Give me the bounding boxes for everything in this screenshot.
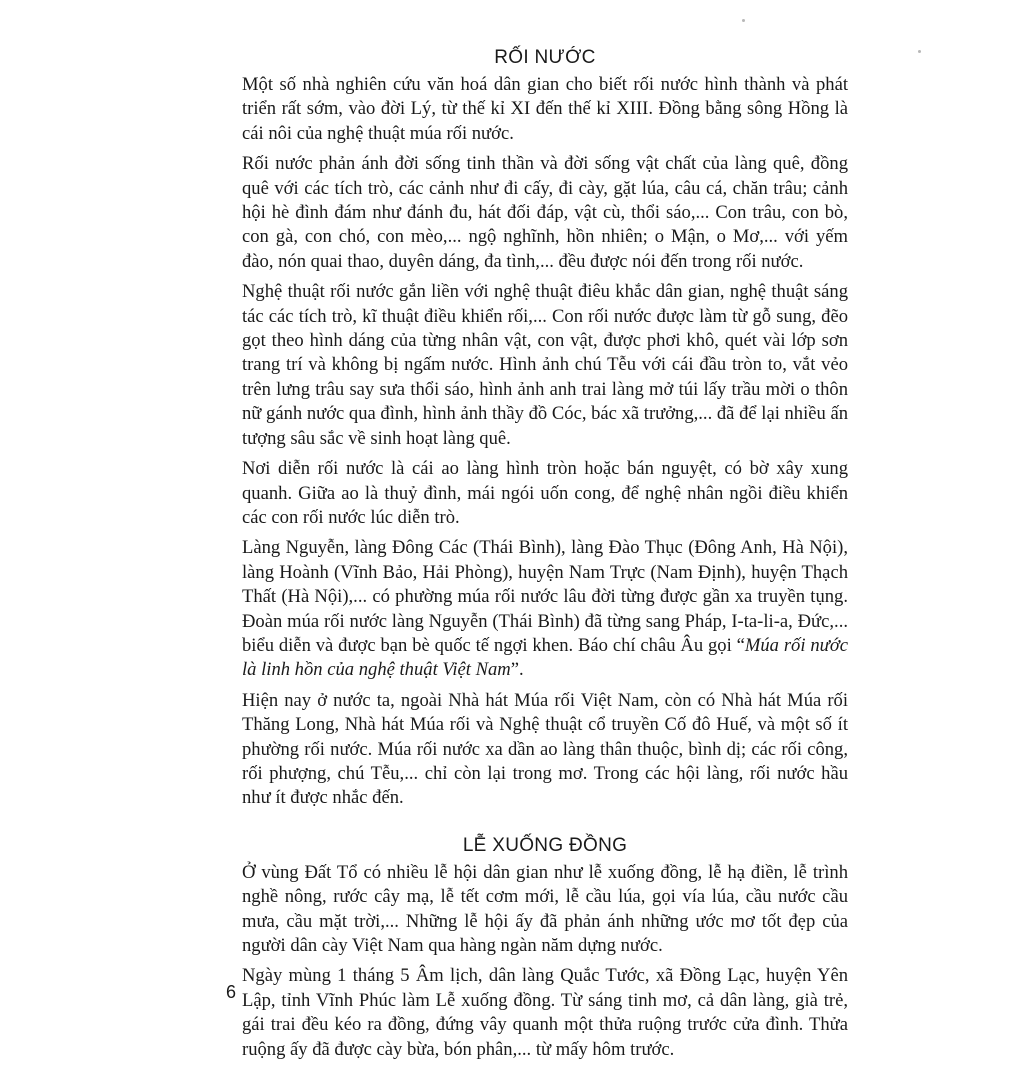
paragraph: Một số nhà nghiên cứu văn hoá dân gian cho biết rối nước hình thành và phát triển rất sớm, vào đời Lý, từ thế kỉ XI đến thế kỉ XIII. Đồng bằng sông Hồng là cái nôi của nghệ thuật múa rối nước. [242,74,848,144]
paragraph-text: Làng Nguyễn, làng Đông Các (Thái Bình), làng Đào Thục (Đông Anh, Hà Nội), làng Hoành (Vĩnh Bảo, Hải Phòng), huyện Nam Trực (Nam Định), huyện Thạch Thất (Hà Nội),... có phường múa rối nước lâu đời từng được gần xa truyền tụng. Đoàn múa rối nước làng Nguyễn (Thái Bình) đã từng sang Pháp, I-ta-li-a, Đức,... biểu diễn và được bạn bè quốc tế ngợi khen. Báo chí châu Âu gọi “ [242,537,848,656]
italic-quote: Múa rối nước là linh hồn của nghệ thuật Việt Nam [242,634,849,681]
page-number: 6 [226,982,237,1002]
scan-speck [742,19,745,22]
section-title: LỄ XUỐNG ĐỒNG [462,834,628,856]
text-column [242,45,848,1068]
paragraph: Ngày mùng 1 tháng 5 Âm lịch, dân làng Quắc Tước, xã Đồng Lạc, huyện Yên Lập, tỉnh Vĩnh Phúc làm Lễ xuống đồng. Từ sáng tinh mơ, cả dân làng, già trẻ, gái trai đều kéo ra đồng, đứng vây quanh một thửa ruộng trước cửa đình. Thửa ruộng ấy đã được cày bừa, bón phân,... từ mấy hôm trước. [242,965,848,1060]
section-le-xuong-dong [242,833,848,1062]
paragraph: Nghệ thuật rối nước gắn liền với nghệ thuật điêu khắc dân gian, nghệ thuật sáng tác các tích trò, kĩ thuật điều khiển rối,... Con rối nước được làm từ gỗ sung, đẽo gọt theo hình dáng của từng nhân vật, con vật, được phơi khô, quét vài lớp sơn trang trí và không bị ngấm nước. Hình ảnh chú Tễu với cái đầu tròn to, vắt vẻo trên lưng trâu say sưa thổi sáo, hình ảnh anh trai làng mở túi lấy trầu mời o thôn nữ gánh nước qua đình, hình ảnh thầy đồ Cóc, bác xã trưởng,... đã để lại nhiều ấn tượng sâu sắc về sinh hoạt làng quê. [242,281,849,449]
paragraph-text: ”. [510,659,524,681]
paragraph: Rối nước phản ánh đời sống tinh thần và đời sống vật chất của làng quê, đồng quê với các tích trò, các cảnh như đi cấy, đi cày, gặt lúa, câu cá, chăn trâu; cảnh hội hè đình đám như đánh đu, hát đối đáp, vật cù, thổi sáo,... Con trâu, con bò, con gà, con chó, con mèo,... ngộ nghĩnh, hồn nhiên; o Mận, o Mơ,... với yếm đào, nón quai thao, duyên dáng, đa tình,... đều được nói đến trong rối nước. [242,153,848,272]
paragraph-with-quote [242,536,848,682]
section-title: RỐI NƯỚC [494,47,596,68]
paragraph: Nơi diễn rối nước là cái ao làng hình tròn hoặc bán nguyệt, có bờ xây xung quanh. Giữa ao là thuỷ đình, mái ngói uốn cong, để nghệ nhân ngồi điều khiển các con rối nước lúc diễn trò. [242,458,848,528]
paragraph: Ở vùng Đất Tổ có nhiều lễ hội dân gian như lễ xuống đồng, lễ hạ điền, lễ trình nghề nông, rước cây mạ, lễ tết cơm mới, lễ cầu lúa, gọi vía lúa, cầu nước cầu mưa, cầu mặt trời,... Những lễ hội ấy đã phản ánh những ước mơ tốt đẹp của người dân cày Việt Nam qua hàng ngàn năm dựng nước. [242,861,848,956]
scan-speck [918,50,921,53]
section-roi-nuoc [242,45,848,811]
paragraph: Hiện nay ở nước ta, ngoài Nhà hát Múa rối Việt Nam, còn có Nhà hát Múa rối Thăng Long, Nhà hát Múa rối và Nghệ thuật cổ truyền Cố đô Huế, và một số ít phường rối nước. Múa rối nước xa dần ao làng thân thuộc, bình dị; các rối công, rối phượng, chú Tễu,... chỉ còn lại trong mơ. Trong các hội làng, rối nước hầu như ít được nhắc đến. [242,689,848,809]
